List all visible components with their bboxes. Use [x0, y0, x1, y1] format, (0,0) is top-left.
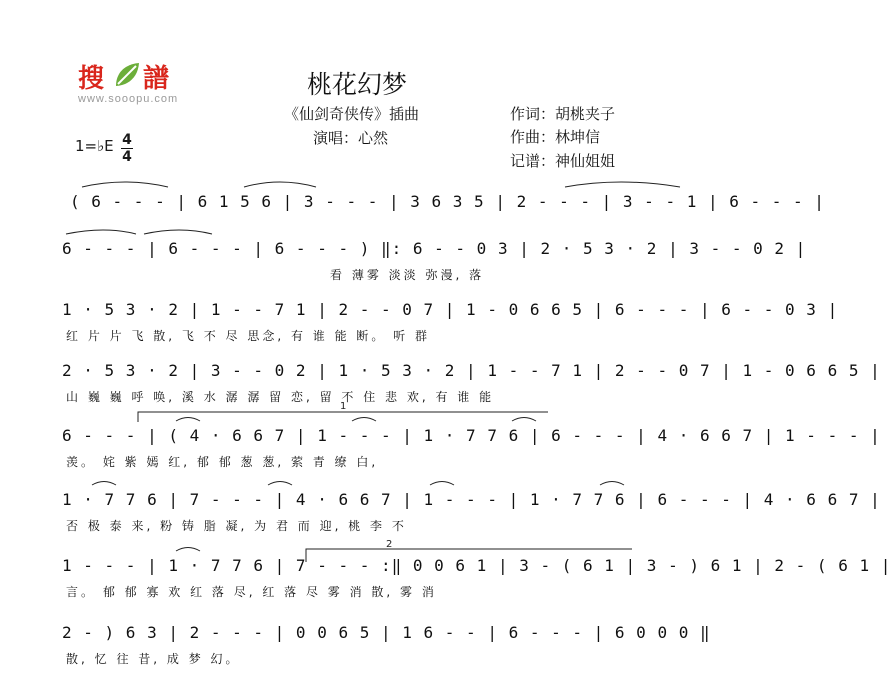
key-signature: 1=♭E	[75, 137, 114, 155]
notation-row-7: 1 - - - | 1 · 7 7 6 | 7 - - - :‖ 0 0 6 1 | 3 - ( 6 1 | 3 - ) 6 1 | 2 - ( 6 1 |	[62, 556, 891, 575]
time-signature-top: 4	[122, 132, 132, 148]
tie-mark	[176, 548, 200, 552]
transcriber-credit: 记谱：神仙姐姐	[510, 152, 616, 170]
composer-credit: 作曲：林坤信	[510, 128, 601, 146]
lyrics-row-4: 山 巍 巍 呼 唤, 溪 水 潺 潺 留 恋, 留 不 住 悲 欢, 有 谁 能	[66, 390, 495, 404]
tie-mark	[430, 482, 454, 486]
logo-url[interactable]: www.sooopu.com	[78, 93, 179, 105]
lyrics-row-5: 羡。 姹 紫 嫣 红, 郁 郁 葱 葱, 萦 青 缭 白,	[66, 455, 379, 469]
notation-row-6: 1 · 7 7 6 | 7 - - - | 4 · 6 6 7 | 1 - - - | 1 · 7 7 6 | 6 - - - | 4 · 6 6 7 |	[62, 490, 881, 509]
time-signature-bottom: 4	[122, 149, 132, 165]
tie-mark	[565, 182, 680, 187]
notation-row-4: 2 · 5 3 · 2 | 3 - - 0 2 | 1 · 5 3 · 2 | 1 - - 7 1 | 2 - - 0 7 | 1 - 0 6 6 5 |	[62, 361, 881, 380]
lyricist-credit: 作词：胡桃夹子	[510, 105, 616, 123]
song-subtitle: 《仙剑奇侠传》插曲	[284, 105, 420, 123]
notation-row-5: 6 - - - | ( 4 · 6 6 7 | 1 - - - | 1 · 7 7 6 | 6 - - - | 4 · 6 6 7 | 1 - - - |	[62, 426, 881, 445]
logo-text-sou: 搜	[78, 64, 105, 94]
tie-mark	[600, 482, 624, 486]
tie-mark	[176, 418, 200, 422]
tie-mark	[66, 230, 136, 234]
notation-row-1: ( 6 - - - | 6 1 5 6 | 3 - - - | 3 6 3 5 | 2 - - - | 3 - - 1 | 6 - - - |	[70, 192, 825, 211]
tie-mark	[512, 418, 536, 422]
tie-mark	[144, 230, 212, 234]
lyrics-row-3: 红 片 片 飞 散, 飞 不 尽 思念, 有 谁 能 断。 听 群	[66, 329, 431, 343]
tie-mark	[352, 418, 376, 422]
song-title: 桃花幻梦	[307, 70, 408, 99]
lyrics-row-2: 看 薄雾 淡淡 弥漫, 落	[330, 268, 485, 282]
lyrics-row-7: 言。 郁 郁 寡 欢 红 落 尽, 红 落 尽 雾 消 散, 雾 消	[66, 585, 437, 599]
notation-row-2: 6 - - - | 6 - - - | 6 - - - ) ‖: 6 - - 0 3 | 2 · 5 3 · 2 | 3 - - 0 2 |	[62, 239, 807, 258]
notation-row-3: 1 · 5 3 · 2 | 1 - - 7 1 | 2 - - 0 7 | 1 - 0 6 6 5 | 6 - - - | 6 - - 0 3 |	[62, 300, 839, 319]
volta-number-1: 1	[340, 401, 347, 412]
lyrics-row-8: 散, 忆 往 昔, 成 梦 幻。	[66, 652, 241, 666]
tie-mark	[82, 182, 168, 187]
notation-row-8: 2 - ) 6 3 | 2 - - - | 0 0 6 5 | 1 6 - - | 6 - - - | 6 0 0 0 ‖	[62, 623, 711, 642]
volta-bracket-2	[306, 549, 632, 562]
volta-number-2: 2	[386, 539, 393, 550]
tie-mark	[92, 482, 116, 486]
logo-text-pu: 譜	[143, 64, 170, 94]
lyrics-row-6: 否 极 泰 来, 粉 铸 脂 凝, 为 君 而 迎, 桃 李 不	[66, 519, 407, 533]
tie-mark	[244, 182, 316, 187]
tie-mark	[268, 482, 292, 486]
singer-credit: 演唱：心然	[313, 129, 389, 147]
